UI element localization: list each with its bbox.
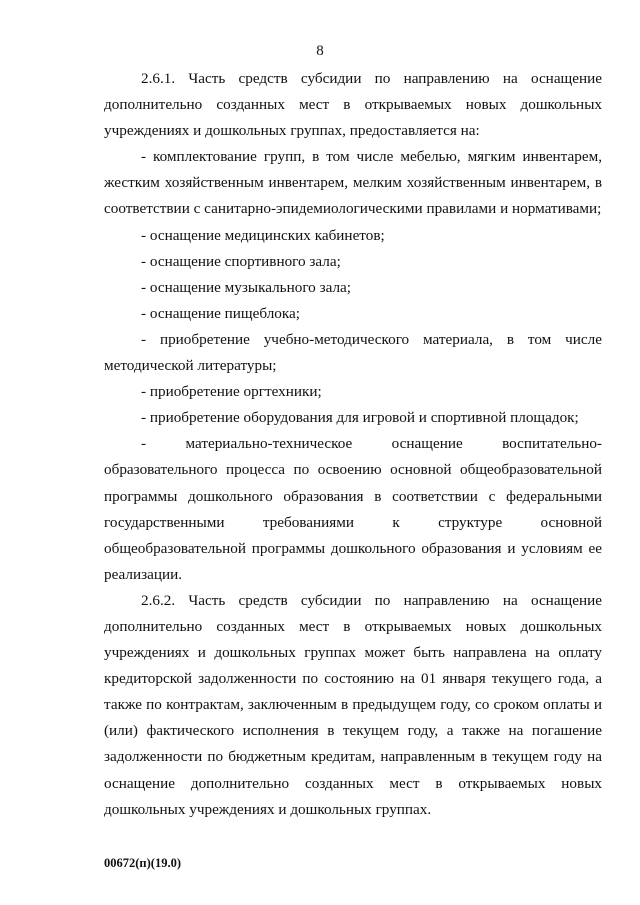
list-item-music-hall: - оснащение музыкального зала; [141,278,351,296]
list-item-medical: - оснащение медицинских кабинетов; [141,226,385,244]
list-item-playground: - приобретение оборудования для игровой и спортивной площадок; [141,409,579,427]
footer-code: 00672(п)(19.0) [104,856,181,870]
paragraph-2-6-2: 2.6.2. Часть средств субсидии по направлению на оснащение дополнительно созданных мест в открываемых новых дошкольных учреждениях и дошкольных группах может быть направлена на оплату кредиторской задолженности по состоянию на 01 января текущего года, а также по контрактам, заключенным в предыдущем году, со сроком оплаты и (или) фактического исполнения в текущем году, а также на погашение задолженности по бюджетным кредитам, направленным в текущем году на оснащение дополнительно созданных мест в открываемых новых дошкольных учреждениях и дошкольных группах. [104,591,602,818]
list-item-complectation: - комплектование групп, в том числе мебелью, мягким инвентарем, жестким хозяйственным инвентарем, мелким хозяйственным инвентарем, в соответствии с санитарно-эпидемиологическими правилами и нормативами; [104,148,602,218]
document-body [104,66,602,823]
list-item-kitchen: - оснащение пищеблока; [141,304,300,322]
page-number: 8 [316,43,324,59]
list-item-sport-hall: - оснащение спортивного зала; [141,252,341,270]
list-item-office-equipment: - приобретение оргтехники; [141,383,322,401]
list-item-methodical: - приобретение учебно-методического материала, в том числе методической литературы; [104,330,602,375]
paragraph-2-6-1: 2.6.1. Часть средств субсидии по направлению на оснащение дополнительно созданных мест в открываемых новых дошкольных учреждениях и дошкольных группах, предоставляется на: [104,70,602,140]
list-item-material-equipment: - материально-техническое оснащение воспитательно-образовательного процесса по освоению основной общеобразовательной программы дошкольного образования в соответствии с федеральными государственными требованиями к структуре основной общеобразовательной программы дошкольного образования и условиям ее реализации. [104,435,602,583]
